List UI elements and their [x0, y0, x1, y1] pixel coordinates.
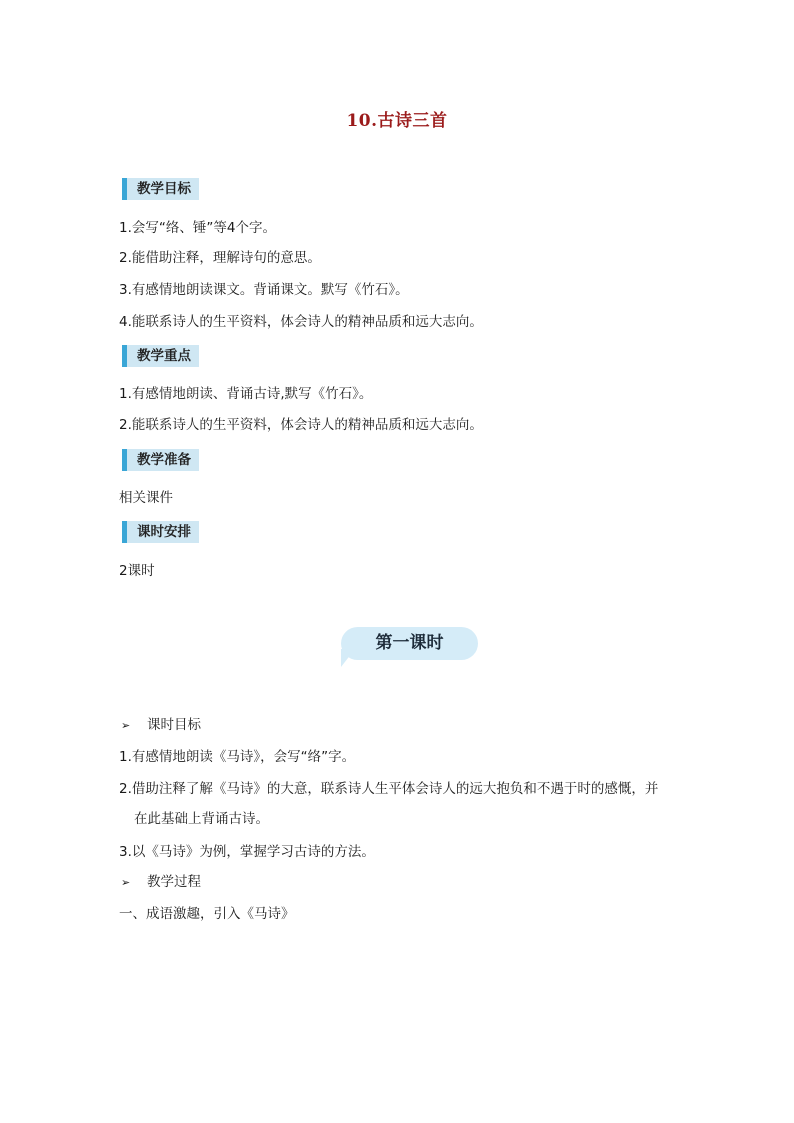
arrow-bullet-icon: ➢: [121, 719, 131, 732]
section-heading-goals: 教学目标: [122, 178, 199, 200]
section-heading-prep: 教学准备: [122, 449, 199, 471]
section-heading-schedule: 课时安排: [122, 521, 199, 543]
prep-text: 相关课件: [119, 490, 173, 506]
goal-item-2: 2.能借助注释，理解诗句的意思。: [119, 250, 321, 266]
lesson-goals-heading-label: 课时目标: [147, 717, 201, 733]
lesson-badge: [341, 627, 478, 660]
lesson-goal-2-cont: 在此基础上背诵古诗。: [134, 811, 269, 827]
goal-item-1: 1.会写“络、锤”等4个字。: [119, 220, 276, 236]
focus-item-1: 1.有感情地朗读、背诵古诗,默写《竹石》。: [119, 386, 373, 402]
lesson-goal-3: 3.以《马诗》为例，掌握学习古诗的方法。: [119, 844, 375, 860]
process-heading-label: 教学过程: [147, 874, 201, 890]
focus-item-2: 2.能联系诗人的生平资料，体会诗人的精神品质和远大志向。: [119, 417, 483, 433]
goal-item-4: 4.能联系诗人的生平资料，体会诗人的精神品质和远大志向。: [119, 314, 483, 330]
lesson-goal-1: 1.有感情地朗读《马诗》，会写“络”字。: [119, 749, 356, 765]
page-title: 10.古诗三首: [346, 111, 448, 131]
schedule-text: 2课时: [119, 563, 155, 579]
arrow-bullet-icon: ➢: [121, 876, 131, 889]
section-heading-focus: 教学重点: [122, 345, 199, 367]
lesson-goals-heading: [121, 716, 201, 735]
lesson-goal-2: 2.借助注释了解《马诗》的大意，联系诗人生平体会诗人的远大抱负和不遇于时的感慨，并: [119, 781, 659, 797]
lesson-badge-label: 第一课时: [375, 633, 444, 653]
process-heading: [121, 873, 201, 892]
goal-item-3: 3.有感情地朗读课文。背诵课文。默写《竹石》。: [119, 282, 409, 298]
process-step-1: 一、成语激趣，引入《马诗》: [119, 906, 295, 922]
